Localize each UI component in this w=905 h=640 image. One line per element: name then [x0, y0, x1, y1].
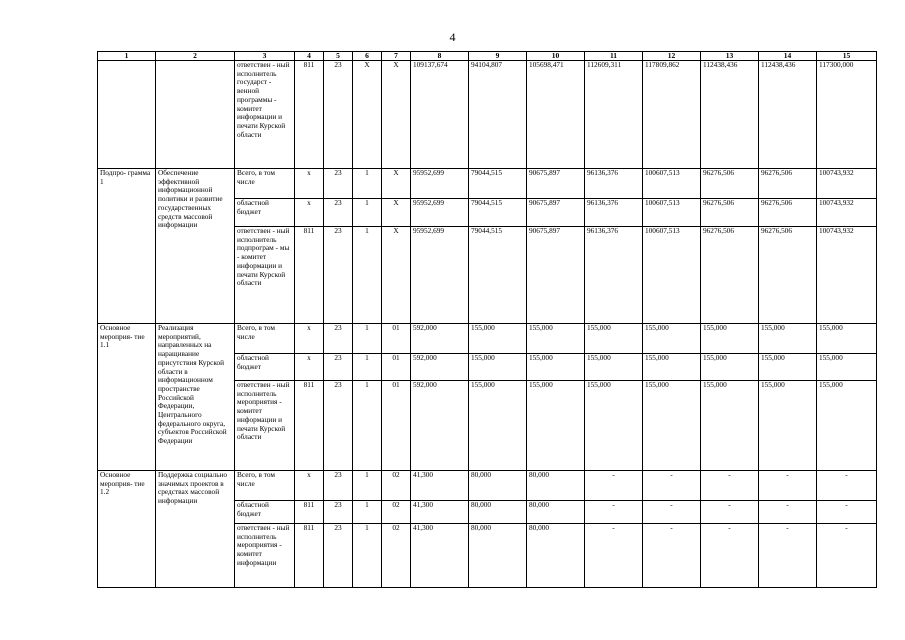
- code-cell: 01: [382, 381, 411, 471]
- amount-cell: 155,000: [585, 354, 643, 381]
- amount-cell: 96136,376: [585, 199, 643, 227]
- code-cell: 23: [324, 501, 353, 524]
- program-code-cell: Основное мероприя- тие 1.1: [98, 324, 156, 471]
- column-number: 7: [382, 52, 411, 61]
- amount-cell: 96136,376: [585, 227, 643, 324]
- code-cell: 23: [324, 227, 353, 324]
- amount-cell: 155,000: [527, 354, 585, 381]
- column-number: 6: [353, 52, 382, 61]
- code-cell: х: [295, 199, 324, 227]
- table-row: [98, 61, 877, 169]
- code-cell: 23: [324, 524, 353, 588]
- source-cell: ответствен - ный исполнитель государст - венной программы - комитет информации и печати Курской области: [235, 61, 295, 169]
- code-cell: 02: [382, 501, 411, 524]
- code-cell: 1: [353, 324, 382, 354]
- table-row: [98, 324, 877, 354]
- amount-cell: -: [701, 501, 759, 524]
- source-cell: ответствен - ный исполнитель подпрограм - мы - комитет информации и печати Курской области: [235, 227, 295, 324]
- amount-cell: 155,000: [643, 324, 701, 354]
- amount-cell: 155,000: [759, 324, 817, 354]
- column-number: 12: [643, 52, 701, 61]
- column-number: 8: [411, 52, 469, 61]
- code-cell: х: [295, 169, 324, 199]
- code-cell: х: [295, 471, 324, 501]
- amount-cell: 80,000: [469, 471, 527, 501]
- code-cell: 811: [295, 524, 324, 588]
- amount-cell: 592,000: [411, 381, 469, 471]
- amount-cell: -: [701, 471, 759, 501]
- amount-cell: 100607,513: [643, 199, 701, 227]
- amount-cell: 96276,506: [701, 169, 759, 199]
- amount-cell: 79044,515: [469, 169, 527, 199]
- amount-cell: -: [643, 524, 701, 588]
- amount-cell: 96276,506: [759, 169, 817, 199]
- amount-cell: 592,000: [411, 354, 469, 381]
- code-cell: 1: [353, 381, 382, 471]
- code-cell: 811: [295, 501, 324, 524]
- amount-cell: 112438,436: [701, 61, 759, 169]
- amount-cell: 80,000: [527, 524, 585, 588]
- amount-cell: -: [585, 524, 643, 588]
- table-row: [98, 169, 877, 199]
- amount-cell: 155,000: [701, 354, 759, 381]
- amount-cell: -: [701, 524, 759, 588]
- amount-cell: -: [759, 501, 817, 524]
- amount-cell: 155,000: [643, 354, 701, 381]
- amount-cell: 90675,897: [527, 227, 585, 324]
- code-cell: 811: [295, 61, 324, 169]
- amount-cell: 80,000: [527, 501, 585, 524]
- amount-cell: 155,000: [817, 324, 877, 354]
- amount-cell: 79044,515: [469, 227, 527, 324]
- amount-cell: 155,000: [469, 324, 527, 354]
- source-cell: Всего, в том числе: [235, 324, 295, 354]
- amount-cell: -: [817, 524, 877, 588]
- amount-cell: 95952,699: [411, 169, 469, 199]
- column-number: 3: [235, 52, 295, 61]
- amount-cell: 155,000: [701, 381, 759, 471]
- amount-cell: 155,000: [817, 381, 877, 471]
- table-row: [98, 471, 877, 501]
- source-cell: Всего, в том числе: [235, 169, 295, 199]
- amount-cell: 41,300: [411, 471, 469, 501]
- source-cell: областной бюджет: [235, 354, 295, 381]
- column-number: 1: [98, 52, 156, 61]
- amount-cell: 155,000: [585, 324, 643, 354]
- code-cell: 1: [353, 354, 382, 381]
- column-number: 15: [817, 52, 877, 61]
- column-number: 14: [759, 52, 817, 61]
- amount-cell: 155,000: [527, 381, 585, 471]
- amount-cell: 80,000: [527, 471, 585, 501]
- code-cell: Х: [382, 227, 411, 324]
- code-cell: 1: [353, 169, 382, 199]
- code-cell: 1: [353, 501, 382, 524]
- amount-cell: 117809,862: [643, 61, 701, 169]
- column-number-row: [98, 52, 877, 61]
- amount-cell: 155,000: [817, 354, 877, 381]
- amount-cell: 155,000: [585, 381, 643, 471]
- amount-cell: -: [643, 471, 701, 501]
- program-name-cell: [156, 61, 235, 169]
- amount-cell: 105698,471: [527, 61, 585, 169]
- amount-cell: 96276,506: [701, 227, 759, 324]
- code-cell: 23: [324, 324, 353, 354]
- amount-cell: 90675,897: [527, 199, 585, 227]
- code-cell: Х: [353, 61, 382, 169]
- code-cell: 01: [382, 354, 411, 381]
- amount-cell: -: [585, 471, 643, 501]
- amount-cell: 155,000: [759, 381, 817, 471]
- code-cell: 1: [353, 471, 382, 501]
- amount-cell: 109137,674: [411, 61, 469, 169]
- amount-cell: 117300,000: [817, 61, 877, 169]
- code-cell: Х: [382, 169, 411, 199]
- column-number: 10: [527, 52, 585, 61]
- budget-table: [97, 51, 877, 588]
- amount-cell: 94104,807: [469, 61, 527, 169]
- column-number: 9: [469, 52, 527, 61]
- program-name-cell: Реализация мероприятий, направленных на наращивание присутствия Курской области в информационном пространстве Российской Федерации, Центрального федерального округа, субъектов Российской Федерации: [156, 324, 235, 471]
- amount-cell: 155,000: [701, 324, 759, 354]
- source-cell: областной бюджет: [235, 199, 295, 227]
- amount-cell: 79044,515: [469, 199, 527, 227]
- column-number: 2: [156, 52, 235, 61]
- amount-cell: 41,300: [411, 524, 469, 588]
- code-cell: Х: [382, 61, 411, 169]
- amount-cell: 95952,699: [411, 227, 469, 324]
- amount-cell: -: [643, 501, 701, 524]
- amount-cell: 155,000: [527, 324, 585, 354]
- amount-cell: 100743,932: [817, 199, 877, 227]
- code-cell: 02: [382, 524, 411, 588]
- amount-cell: 100743,932: [817, 227, 877, 324]
- column-number: 11: [585, 52, 643, 61]
- amount-cell: -: [759, 524, 817, 588]
- amount-cell: 96276,506: [759, 227, 817, 324]
- amount-cell: 80,000: [469, 501, 527, 524]
- code-cell: 23: [324, 354, 353, 381]
- page-number: 4: [449, 30, 456, 44]
- column-number: 13: [701, 52, 759, 61]
- program-code-cell: [98, 61, 156, 169]
- program-name-cell: Поддержка социально значимых проектов в средствах массовой информации: [156, 471, 235, 588]
- code-cell: 1: [353, 227, 382, 324]
- source-cell: областной бюджет: [235, 501, 295, 524]
- amount-cell: -: [817, 471, 877, 501]
- amount-cell: 96136,376: [585, 169, 643, 199]
- program-code-cell: Подпро- грамма 1: [98, 169, 156, 324]
- amount-cell: 80,000: [469, 524, 527, 588]
- code-cell: 1: [353, 199, 382, 227]
- source-cell: ответствен - ный исполнитель мероприятия - комитет информации: [235, 524, 295, 588]
- column-number: 4: [295, 52, 324, 61]
- amount-cell: 96276,506: [759, 199, 817, 227]
- code-cell: 811: [295, 227, 324, 324]
- amount-cell: -: [817, 501, 877, 524]
- code-cell: 23: [324, 381, 353, 471]
- amount-cell: 100607,513: [643, 227, 701, 324]
- program-name-cell: Обеспечение эффективной информационной политики и развитие государственных средств массовой информации: [156, 169, 235, 324]
- code-cell: 811: [295, 381, 324, 471]
- amount-cell: 155,000: [759, 354, 817, 381]
- code-cell: х: [295, 324, 324, 354]
- code-cell: 23: [324, 199, 353, 227]
- code-cell: Х: [382, 199, 411, 227]
- amount-cell: 155,000: [643, 381, 701, 471]
- amount-cell: -: [759, 471, 817, 501]
- amount-cell: 90675,897: [527, 169, 585, 199]
- program-code-cell: Основное мероприя- тие 1.2: [98, 471, 156, 588]
- amount-cell: 95952,699: [411, 199, 469, 227]
- code-cell: 01: [382, 324, 411, 354]
- source-cell: ответствен - ный исполнитель мероприятия - комитет информации и печати Курской области: [235, 381, 295, 471]
- code-cell: 1: [353, 524, 382, 588]
- amount-cell: 41,300: [411, 501, 469, 524]
- amount-cell: 155,000: [469, 381, 527, 471]
- code-cell: 23: [324, 471, 353, 501]
- column-number: 5: [324, 52, 353, 61]
- amount-cell: -: [585, 501, 643, 524]
- amount-cell: 100607,513: [643, 169, 701, 199]
- amount-cell: 96276,506: [701, 199, 759, 227]
- amount-cell: 112438,436: [759, 61, 817, 169]
- amount-cell: 592,000: [411, 324, 469, 354]
- code-cell: 02: [382, 471, 411, 501]
- amount-cell: 155,000: [469, 354, 527, 381]
- code-cell: х: [295, 354, 324, 381]
- code-cell: 23: [324, 61, 353, 169]
- amount-cell: 100743,932: [817, 169, 877, 199]
- source-cell: Всего, в том числе: [235, 471, 295, 501]
- amount-cell: 112609,311: [585, 61, 643, 169]
- code-cell: 23: [324, 169, 353, 199]
